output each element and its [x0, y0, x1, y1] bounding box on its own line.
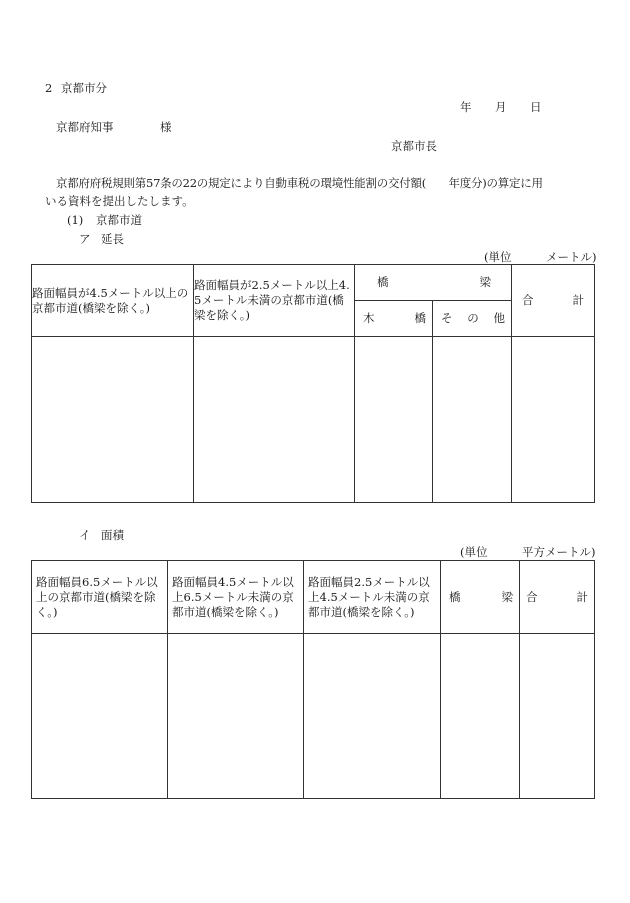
subsection-a-mark: ア [79, 232, 91, 246]
length-header-bridge: 橋 梁 [355, 265, 512, 301]
length-cell-other[interactable] [433, 337, 512, 503]
length-cell-width-2-5[interactable] [194, 337, 355, 503]
section-title: 京都市道 [96, 213, 142, 227]
unit-a-open: (単位 [484, 250, 512, 264]
date-month: 月 [495, 100, 507, 114]
area-header-width-4-5: 路面幅員4.5メートル以上6.5メートル未満の京都市道(橋梁を除く。) [168, 561, 304, 634]
subsection-b-title: 面積 [101, 528, 124, 542]
area-header-bridge: 橋 梁 [441, 561, 520, 634]
subsection-b-mark: イ [79, 528, 91, 542]
section-number: (1) [67, 213, 84, 227]
length-cell-wood-bridge[interactable] [355, 337, 433, 503]
area-header-width-6-5: 路面幅員6.5メートル以上の京都市道(橋梁を除く。) [32, 561, 168, 634]
date-day: 日 [530, 100, 542, 114]
date-year: 年 [460, 100, 472, 114]
length-header-other: そ の 他 [433, 301, 512, 337]
length-header-total: 合 計 [512, 265, 595, 337]
area-cell-total[interactable] [520, 634, 595, 799]
length-header-width-2-5: 路面幅員が2.5メートル以上4.5メートル未満の京都市道(橋梁を除く。) [194, 265, 355, 337]
length-cell-width-4-5[interactable] [32, 337, 194, 503]
length-table [31, 264, 595, 503]
heading-number: 2 [45, 81, 53, 95]
area-cell-bridge[interactable] [441, 634, 520, 799]
area-header-width-2-5: 路面幅員2.5メートル以上4.5メートル未満の京都市道(橋梁を除く。) [304, 561, 441, 634]
heading-title: 京都市分 [61, 81, 107, 95]
length-header-wood-bridge: 木 橋 [355, 301, 433, 337]
area-table [31, 560, 595, 799]
length-header-width-4-5: 路面幅員が4.5メートル以上の京都市道(橋梁を除く。) [32, 265, 194, 337]
unit-b-open: (単位 [460, 545, 488, 559]
area-cell-width-2-5[interactable] [304, 634, 441, 799]
addressee-honorific: 様 [160, 120, 172, 134]
area-cell-width-6-5[interactable] [32, 634, 168, 799]
body-text-line1: 京都府府税規則第57条の22の規定により自動車税の環境性能割の交付額( 年度分)の算定に用 [56, 176, 543, 190]
area-header-total: 合 計 [520, 561, 595, 634]
area-cell-width-4-5[interactable] [168, 634, 304, 799]
body-text-line2: いる資料を提出したします。 [45, 194, 194, 208]
subsection-a-title: 延長 [101, 232, 124, 246]
unit-a: メートル) [546, 250, 597, 264]
sender: 京都市長 [391, 139, 437, 153]
addressee-name: 京都府知事 [56, 120, 114, 134]
unit-b: 平方メートル) [522, 545, 596, 559]
length-cell-total[interactable] [512, 337, 595, 503]
